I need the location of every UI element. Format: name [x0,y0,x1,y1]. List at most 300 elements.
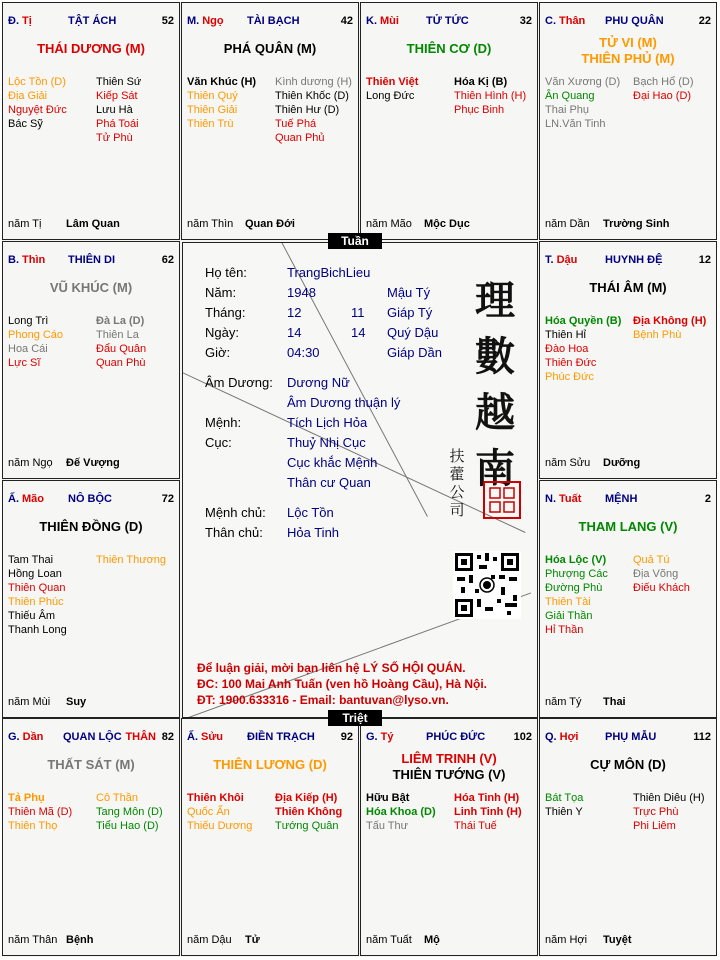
main-star: THIÊN PHỦ (M) [581,51,675,66]
main-star-group [3,519,179,535]
seal-icon [485,483,519,517]
info-label: Cục: [205,435,232,450]
palace-stem: Đ. [8,15,19,27]
palace-cell-dau [539,241,717,479]
minor-star: Thiếu Dương [187,820,253,832]
main-star-group [3,757,179,773]
info-label: Giờ: [205,345,231,360]
right-star-column [633,553,690,595]
info-month: 12 [287,305,302,320]
info-day-lunar: 14 [351,325,366,340]
palace-header [8,731,174,745]
main-star: THÁI DƯƠNG (M) [37,41,145,56]
minor-star: Thiên Mã (D) [8,806,73,818]
minor-star: Đào Hoa [545,343,589,355]
minor-star: Địa Kiếp (H) [275,792,338,804]
minor-star: Thiên Không [275,806,343,818]
right-star-column [96,553,166,567]
right-star-column [96,75,141,145]
palace-life-stage: Mộc Dục [424,218,470,230]
palace-header [8,15,174,29]
palace-name: HUYNH ĐỆ [605,254,663,266]
minor-star: Phá Toái [96,118,139,130]
left-star-column [545,553,608,637]
right-star-column [275,791,342,833]
calligraphy-char: 理 [475,277,515,324]
palace-year: năm Tý [545,696,582,708]
main-star: TỬ VI (M) [599,35,657,50]
info-am-duong: Dương Nữ [287,375,350,390]
palace-life-stage: Mộ [424,934,440,946]
palace-name: PHÚC ĐỨC [426,731,486,743]
palace-age: 42 [340,15,353,27]
main-star: THÁI ÂM (M) [589,280,667,295]
palace-stem: B. [8,254,19,266]
palace-header [545,731,711,745]
minor-star: Thiên Hình (H) [454,90,527,102]
minor-star: Tử Phù [96,132,133,144]
palace-life-stage: Quan Đới [245,218,295,230]
palace-year: năm Thìn [187,218,234,230]
palace-cell-mui [360,2,538,240]
qr-code-icon[interactable] [453,551,521,619]
calligraphy-char: 南 [475,445,515,492]
minor-star: Tướng Quân [275,820,339,832]
palace-year: năm Tuất [366,934,412,946]
info-menh-chu: Lộc Tồn [287,505,334,520]
palace-header [187,731,353,745]
palace-age: 62 [161,254,174,266]
minor-star: Tang Môn (D) [96,806,163,818]
minor-star: Hồng Loan [8,568,62,580]
left-star-column [366,75,418,103]
palace-header [8,493,174,507]
info-month-can: Giáp Tý [387,305,433,320]
main-star-group [540,757,716,773]
palace-age: 102 [513,731,532,743]
palace-cell-ti [360,718,538,956]
contact-line: Để luận giải, mời bạn liên hệ LÝ SỐ HỘI QUÁN. [197,661,466,675]
minor-star: Tấu Thư [366,820,409,832]
minor-star: Thiên Quý [187,90,238,102]
palace-name: TÀI BẠCH [247,15,300,27]
contact-phone-email[interactable]: ĐT: 1900.633316 - Email: bantuvan@lyso.vn. [197,693,449,707]
info-am-duong-2: Âm Dương thuận lý [287,395,401,410]
palace-name: TẬT ÁCH [68,15,117,27]
right-star-column [454,791,522,833]
minor-star: Nguyệt Đức [8,104,67,116]
palace-branch [366,15,399,27]
palace-footer [545,696,711,710]
palace-footer [366,218,532,232]
minor-star: Phúc Đức [545,371,594,383]
info-label: Mệnh chủ: [205,505,266,520]
palace-stem: C. [545,15,556,27]
palace-life-stage: Thai [603,696,626,708]
minor-star: Thiếu Âm [8,610,56,622]
right-star-column [96,314,146,370]
palace-branch-name: Dậu [556,254,578,266]
palace-branch-name: Tuất [559,493,582,505]
palace-year: năm Dần [545,218,590,230]
info-label: Mệnh: [205,415,242,430]
minor-star: Thanh Long [8,624,67,636]
info-than-chu: Hỏa Tinh [287,525,340,540]
minor-star: Đường Phù [545,582,603,594]
palace-footer [8,934,174,948]
info-year-can: Mậu Tý [387,285,431,300]
minor-star: Thiên Quan [8,582,66,594]
minor-star: Tam Thai [8,554,54,566]
palace-stem: G. [8,731,20,743]
minor-star: Thiên Giải [187,104,238,116]
palace-header [187,15,353,29]
minor-star: Quan Phủ [275,132,325,144]
left-star-column [545,314,621,384]
left-star-column [8,553,67,637]
palace-header [366,731,532,745]
main-star: CỰ MÔN (D) [590,757,666,772]
main-star-group [182,41,358,57]
main-star: LIÊM TRINH (V) [401,751,497,766]
palace-year: năm Mùi [8,696,51,708]
palace-cell-than [539,2,717,240]
minor-star: Phượng Các [545,568,608,580]
palace-header [545,493,711,507]
palace-name: NÔ BỘC [68,493,112,505]
palace-life-stage: Bệnh [66,934,94,946]
palace-cell-ngo [181,2,359,240]
minor-star: Hữu Bật [366,792,410,804]
palace-year: năm Hợi [545,934,588,946]
center-info-panel [182,242,538,718]
palace-branch-name: Thân [559,15,586,27]
palace-life-stage: Lâm Quan [66,218,120,230]
palace-header [8,254,174,268]
palace-stem: K. [366,15,377,27]
palace-year: năm Sửu [545,457,591,469]
palace-branch [8,15,32,27]
minor-star: LN.Văn Tinh [545,118,606,130]
calligraphy-char: 越 [475,389,515,436]
palace-footer [545,934,711,948]
palace-stem: G. [366,731,378,743]
palace-branch-name: Dần [22,731,44,743]
palace-branch [187,15,224,27]
left-star-column [545,75,620,131]
main-star-group [540,35,716,67]
palace-stem: T. [545,254,554,266]
palace-footer [187,218,353,232]
palace-branch-name: Hợi [559,731,579,743]
palace-stem: Ấ. [8,493,19,505]
palace-branch-name: Tị [22,15,32,27]
palace-life-stage: Đế Vượng [66,457,120,469]
palace-name: PHU QUÂN [605,15,664,27]
minor-star: Đại Hao (D) [633,90,692,102]
palace-life-stage: Tử [245,934,260,946]
right-star-column [454,75,526,117]
contact-address: ĐC: 100 Mai Anh Tuấn (ven hồ Hoàng Cầu), Hà Nội. [197,677,488,691]
info-label: Năm: [205,285,237,300]
palace-age: 112 [693,731,711,743]
triet-marker: Triệt [328,710,382,726]
info-label: Thân chủ: [205,525,263,540]
minor-star: Trực Phù [633,806,679,818]
palace-footer [8,457,174,471]
palace-footer [545,457,711,471]
palace-age: 92 [340,731,353,743]
palace-branch [545,731,578,743]
palace-age: 52 [161,15,174,27]
than-marker: THÂN [125,731,156,743]
minor-star: Thiên Thọ [8,820,58,832]
minor-star: Thiên Thương [96,554,167,566]
red-seal-stamp [483,481,521,519]
left-star-column [8,791,72,833]
minor-star: Đà La (D) [96,315,145,327]
palace-branch-name: Sửu [201,731,224,743]
minor-star: Thiên Khôi [187,792,244,804]
palace-branch [187,731,223,743]
main-star: THIÊN ĐỒNG (D) [39,519,143,534]
palace-branch-name: Ngọ [202,15,224,27]
palace-year: năm Thân [8,934,58,946]
main-star-group [361,751,537,783]
main-star: THIÊN CƠ (D) [406,41,492,56]
palace-branch-name: Mùi [380,15,399,27]
palace-name: ĐIỀN TRẠCH [247,731,315,743]
info-year: 1948 [287,285,316,300]
palace-stem: M. [187,15,200,27]
minor-star: Quan Phù [96,357,146,369]
main-star-group [3,41,179,57]
tu-vi-chart-board [2,2,717,957]
calligraphy-side-char: 公 [449,483,465,501]
minor-star: Giải Thần [545,610,593,622]
minor-star: Quốc Ấn [187,806,230,818]
palace-name: MỆNH [605,493,638,505]
minor-star: Long Trì [8,315,49,327]
minor-star: Hoa Cái [8,343,48,355]
palace-stem: N. [545,493,556,505]
right-star-column [633,314,706,342]
minor-star: Thiên Phúc [8,596,64,608]
minor-star: Phong Cáo [8,329,64,341]
info-day: 14 [287,325,302,340]
minor-star: Thái Tuế [454,820,497,832]
minor-star: Hóa Khoa (D) [366,806,436,818]
tuan-marker: Tuần [328,233,382,249]
minor-star: Thiên La [96,329,139,341]
minor-star: Kình dương (H) [275,76,352,88]
palace-header [545,254,711,268]
info-label: Ngày: [205,325,239,340]
palace-year: năm Mão [366,218,412,230]
palace-stem: Ấ. [187,731,198,743]
minor-star: Đẩu Quân [96,343,147,355]
palace-branch-name: Mão [22,493,44,505]
palace-cell-suu [181,718,359,956]
minor-star: Thiên Đức [545,357,597,369]
minor-star: Cô Thần [96,792,138,804]
qr-icon [453,551,521,619]
main-star-group [361,41,537,57]
minor-star: Hóa Lộc (V) [545,554,607,566]
main-star: THIÊN TƯỚNG (V) [392,767,506,782]
palace-branch [545,493,581,505]
minor-star: Linh Tinh (H) [454,806,522,818]
minor-star: Thiên Khốc (D) [275,90,349,102]
palace-year: năm Tị [8,218,42,230]
minor-star: Kiếp Sát [96,90,138,102]
left-star-column [8,314,63,370]
palace-footer [8,218,174,232]
main-star: VŨ KHÚC (M) [49,280,133,295]
minor-star: Thiên Sứ [96,76,142,88]
info-cuc-3: Thân cư Quan [287,475,371,490]
palace-cell-thin [2,241,180,479]
palace-branch [366,731,393,743]
palace-header [545,15,711,29]
palace-cell-mao [2,480,180,718]
minor-star: Địa Không (H) [633,315,707,327]
palace-stem: Q. [545,731,557,743]
minor-star: Tả Phụ [8,792,45,804]
minor-star: Lưu Hà [96,104,133,116]
info-menh: Tích Lịch Hỏa [287,415,368,430]
minor-star: Lực Sĩ [8,357,41,369]
main-star-group [3,280,179,296]
main-star-group [540,519,716,535]
left-star-column [8,75,67,131]
info-cuc: Thuỷ Nhị Cục [287,435,366,450]
minor-star: Bạch Hổ (D) [633,76,694,88]
minor-star: Địa Giải [8,90,48,102]
calligraphy-side [449,447,465,519]
left-star-column [545,791,583,819]
info-hour-can: Giáp Dần [387,345,442,360]
minor-star: Lộc Tồn (D) [8,76,66,88]
palace-cell-hoi [539,718,717,956]
palace-name: THIÊN DI [68,254,116,266]
info-cuc-2: Cục khắc Mệnh [287,455,378,470]
palace-life-stage: Dưỡng [603,457,641,469]
main-star: THẤT SÁT (M) [47,757,135,772]
calligraphy-side-char: 藿 [449,465,465,483]
info-label: Họ tên: [205,265,247,280]
minor-star: Điếu Khách [633,582,690,594]
palace-branch-name: Thìn [22,254,46,266]
main-star: PHÁ QUÂN (M) [223,41,317,56]
palace-branch [8,493,44,505]
minor-star: Hỉ Thần [545,624,584,636]
minor-star: Bệnh Phù [633,329,682,341]
info-month-lunar: 11 [351,305,365,320]
minor-star: Hóa Kị (B) [454,76,508,88]
info-name: TrangBichLieu [287,265,371,280]
minor-star: Văn Xương (D) [545,76,621,88]
palace-footer [8,696,174,710]
palace-year: năm Dậu [187,934,232,946]
palace-cell-dan [2,718,180,956]
palace-footer [545,218,711,232]
minor-star: Long Đức [366,90,415,102]
minor-star: Thiên Việt [366,76,419,88]
minor-star: Bác Sỹ [8,118,43,130]
palace-name: PHỤ MẪU [605,731,657,743]
palace-age: 82 [161,731,174,743]
palace-header [366,15,532,29]
palace-branch [8,254,45,266]
right-star-column [275,75,352,145]
minor-star: Ân Quang [545,90,595,102]
palace-footer [366,934,532,948]
minor-star: Quả Tú [633,554,670,566]
palace-age: 32 [519,15,532,27]
minor-star: Thiên Trù [187,118,234,130]
minor-star: Thiên Hỉ [545,329,586,341]
palace-branch-name: Tý [380,731,394,743]
minor-star: Phục Binh [454,104,505,116]
calligraphy-side-char: 扶 [449,447,465,465]
palace-cell-ty [2,2,180,240]
calligraphy-side-char: 司 [449,501,465,519]
palace-year: năm Ngọ [8,457,53,469]
palace-branch [545,254,577,266]
palace-life-stage: Suy [66,696,87,708]
main-star-group [540,280,716,296]
left-star-column [187,75,256,131]
right-star-column [96,791,163,833]
left-star-column [366,791,436,833]
minor-star: Hóa Tinh (H) [454,792,520,804]
info-hour: 04:30 [287,345,320,360]
right-star-column [633,75,694,103]
minor-star: Tuế Phá [275,118,317,130]
info-label: Tháng: [205,305,246,320]
palace-age: 22 [698,15,711,27]
calligraphy-char: 數 [475,333,515,380]
minor-star: Hóa Quyền (B) [545,315,622,327]
main-star: THIÊN LƯƠNG (D) [213,757,327,772]
info-day-can: Quý Dậu [387,325,439,340]
palace-age: 12 [698,254,711,266]
palace-age: 72 [161,493,174,505]
minor-star: Thai Phụ [545,104,590,116]
right-star-column [633,791,705,833]
minor-star: Thiên Diêu (H) [633,792,705,804]
minor-star: Thiên Y [545,806,583,818]
minor-star: Bát Tọa [545,792,584,804]
palace-branch [8,731,43,743]
main-star-group [182,757,358,773]
palace-life-stage: Trường Sinh [603,218,670,230]
minor-star: Thiên Hư (D) [275,104,340,116]
minor-star: Phi Liêm [633,820,676,832]
minor-star: Văn Khúc (H) [187,76,257,88]
main-star: THAM LANG (V) [578,519,678,534]
palace-cell-tuat [539,480,717,718]
palace-footer [187,934,353,948]
palace-life-stage: Tuyệt [603,934,632,946]
palace-name: QUAN LỘC [63,731,122,743]
palace-name: TỬ TỨC [426,15,469,27]
info-label: Âm Dương: [205,375,273,390]
palace-age: 2 [704,493,711,505]
minor-star: Thiên Tài [545,596,591,608]
left-star-column [187,791,252,833]
